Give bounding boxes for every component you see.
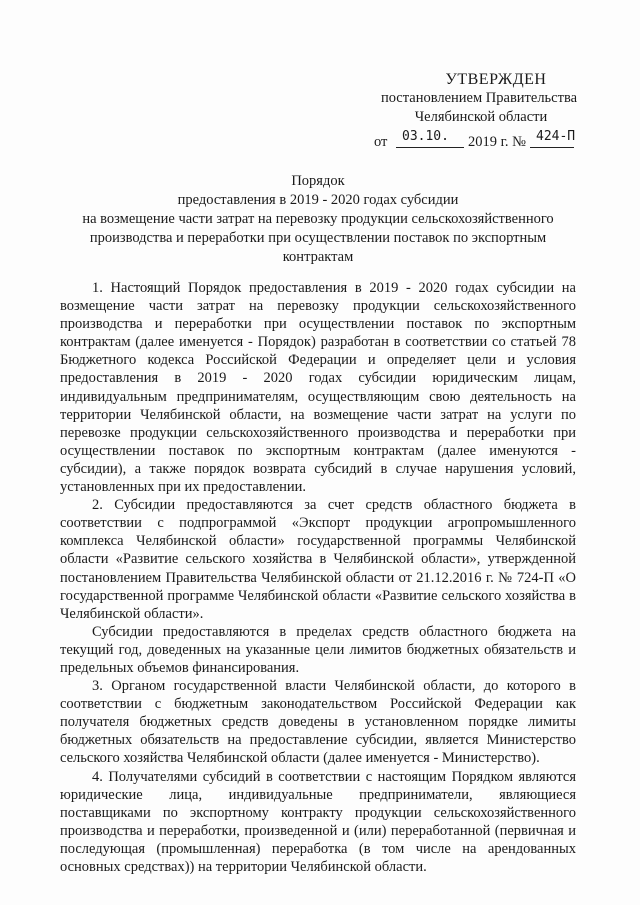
title-line-2: предоставления в 2019 - 2020 годах субсидии <box>177 192 459 208</box>
document-body <box>60 279 576 876</box>
date-value: 03.10. <box>402 129 449 144</box>
approval-decree-line: постановлением Правительства <box>380 90 578 106</box>
date-underline <box>396 147 464 148</box>
approval-date-number-line <box>366 129 586 151</box>
title-line-3: на возмещение части затрат на перевозку продукции сельскохозяйственного <box>82 211 554 227</box>
approval-heading: УТВЕРЖДЕН <box>445 71 547 88</box>
number-value: 424-П <box>536 129 576 144</box>
paragraph-1: 1. Настоящий Порядок предоставления в 2019 - 2020 годах субсидии на возмещение части затрат на перевозку продукции сельскохозяйственного производства и переработки при осуществлении поставок по экспортным контрактам (далее именуется - Порядок) разработан в соответствии со статьей 78 Бюджетного кодекса Российской Федерации и определяет цели и условия предоставления в 2019 - 2020 годах субсидии юридическим лицам, индивидуальным предпринимателям, осуществляющим свою деятельность на территории Челябинской области, на возмещение части затрат на услуги по перевозке продукции сельскохозяйственного производства и переработки при осуществлении поставок по экспортным контрактам (далее именуются - субсидии), а также порядок возврата субсидий в случае нарушения условий, установленных при их предоставлении. <box>60 280 576 496</box>
paragraph-2: 2. Субсидии предоставляются за счет средств областного бюджета в соответствии с подпрограммой «Экспорт продукции агропромышленного комплекса Челябинской области» государственной программы Челябинской области «Развитие сельского хозяйства в Челябинской области», утвержденной постановлением Правительства Челябинской области от 21.12.2016 г. № 724-П «О государственной программе Челябинской области «Развитие сельского хозяйства в Челябинской области». <box>60 497 576 622</box>
title-line-5: контрактам <box>282 249 354 265</box>
title-line-1: Порядок <box>291 173 345 189</box>
document-title <box>60 172 576 267</box>
approval-region-line: Челябинской области <box>414 109 548 125</box>
paragraph-4: 4. Получателями субсидий в соответствии с настоящим Порядком являются юридические лица, индивидуальные предприниматели, являющиеся поставщиками по экспортному контракту продукции сельскохозяйственного производства и переработки, произведенной и (или) переработанной (первичная и последующая (промышленная) переработка (в том числе на арендованных основных средствах)) на территории Челябинской области. <box>60 768 576 875</box>
year-label: 2019 г. № <box>468 134 527 150</box>
number-underline <box>530 147 574 148</box>
paragraph-3: 3. Органом государственной власти Челябинской области, до которого в соответствии с бюджетным законодательством Российской Федерации как получателя бюджетных средств доведены в установленном порядке лимиты бюджетных обязательств на предоставление субсидии, является Министерство сельского хозяйства Челябинской области (далее именуется - Министерство). <box>60 678 576 767</box>
approval-stamp <box>366 70 586 151</box>
title-line-4: производства и переработки при осуществлении поставок по экспортным <box>89 230 547 246</box>
from-label: от <box>374 134 388 150</box>
paragraph-2-continued: Субсидии предоставляются в пределах средств областного бюджета на текущий год, доведенных на указанные цели лимитов бюджетных обязательств и предельных объемов финансирования. <box>60 623 576 676</box>
